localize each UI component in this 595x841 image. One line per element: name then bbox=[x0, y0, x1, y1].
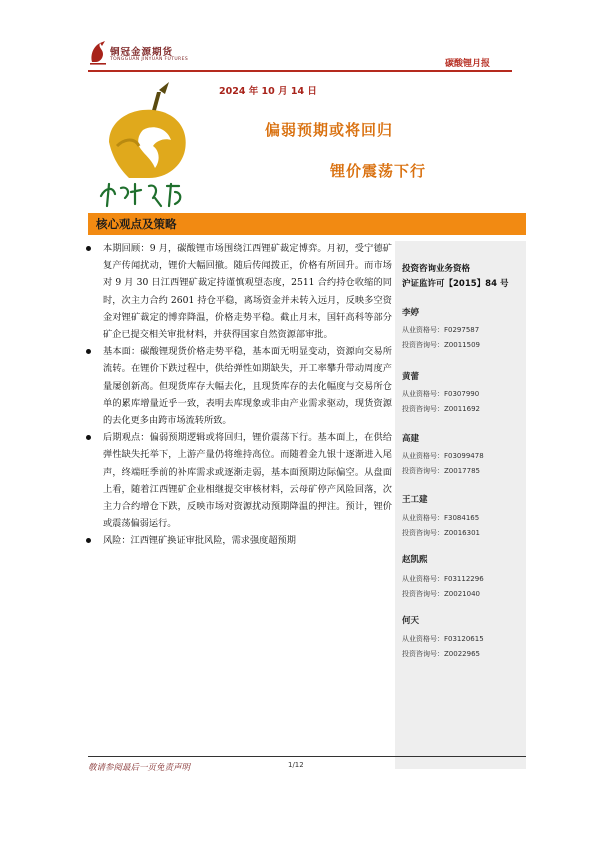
analyst-name: 黄蕾 bbox=[402, 372, 420, 382]
analyst-consult-no: 投资咨询号：Z0016301 bbox=[402, 529, 480, 537]
qualification-license: 沪证监许可【2015】84 号 bbox=[402, 279, 509, 289]
analyst-practice-no: 从业资格号：F03112296 bbox=[402, 575, 484, 583]
viewpoint-text: 风险：江西锂矿换证审批风险，需求强度超预期 bbox=[103, 535, 296, 547]
bullet-icon bbox=[86, 538, 91, 543]
analyst-practice-no: 从业资格号：F03099478 bbox=[402, 452, 484, 460]
analyst-name: 赵凯熙 bbox=[402, 555, 428, 565]
viewpoint-risk bbox=[84, 532, 392, 549]
analyst-practice-no: 从业资格号：F3084165 bbox=[402, 514, 480, 522]
analyst-consult-no: 投资咨询号：Z0017785 bbox=[402, 467, 480, 475]
analyst-name: 何天 bbox=[402, 616, 420, 626]
viewpoint-fundamentals bbox=[84, 343, 392, 429]
brand-logo-icon bbox=[88, 40, 108, 66]
footer-divider bbox=[88, 756, 526, 757]
analyst-consult-no: 投资咨询号：Z0022965 bbox=[402, 650, 480, 658]
page-number: 1/12 bbox=[288, 761, 304, 769]
analyst-consult-no: 投资咨询号：Z0021040 bbox=[402, 590, 480, 598]
qualification-title: 投资咨询业务资格 bbox=[402, 264, 471, 274]
report-type: 碳酸锂月报 bbox=[445, 59, 491, 69]
report-date: 2024 年 10 月 14 日 bbox=[219, 86, 317, 97]
analyst-name: 王工建 bbox=[402, 495, 428, 505]
bullet-icon bbox=[86, 246, 91, 251]
core-viewpoints bbox=[84, 240, 392, 550]
brand-name: 铜冠金源期货 bbox=[110, 47, 174, 58]
analyst-name: 高建 bbox=[402, 434, 420, 444]
analyst-sidebar bbox=[395, 241, 526, 769]
viewpoint-text: 本期回顾：9 月，碳酸锂市场围绕江西锂矿裁定博弈。月初，受宁德矿复产传闻扰动，锂价大幅回撤。随后传闻拨正，价格有所回升。而市场对 9 月 30 日江西锂矿裁定持谨慎观望态度，2511 合约持仓收缩的同时，次主力合约 2601 持仓平稳，离场资金并未转入远月，反映多空资金对锂矿裁定的博弈降温，价格走势平稳。截止月末，国轩高科等部分矿企已提交相关审批材料，并获得国家自然资源部审批。 bbox=[103, 243, 392, 341]
analyst-name: 李婷 bbox=[402, 308, 420, 318]
analyst-consult-no: 投资咨询号：Z0011509 bbox=[402, 341, 480, 349]
viewpoint-text: 后期观点：偏弱预期逻辑或将回归，锂价震荡下行。基本面上，在供给弹性缺失托举下，上游产量仍将维持高位。而随着金九银十逐渐进入尾声，终端旺季前的补库需求或逐渐走弱，基本面预期边际偏空。从盘面上看，随着江西锂矿企业相继提交审核材料，云母矿停产风险回落，次主力合约增仓下跌，反映市场对资源扰动预期降温的押注。预计，锂价或震荡偏弱运行。 bbox=[103, 432, 392, 530]
viewpoint-text: 基本面：碳酸锂现货价格走势平稳，基本面无明显变动，资源向交易所流转。在锂价下跌过程中，供给弹性如期缺失，开工率攀升带动周度产量屡创新高。但现货库存大幅去化，且现货库存的去化幅度与交易所仓单的累库增量近乎一致，表明去库现象或非由产业需求驱动，现货资源的去化更多由跨市场流转所致。 bbox=[103, 346, 392, 427]
report-title: 偏弱预期或将回归 bbox=[265, 121, 394, 139]
viewpoint-review bbox=[84, 240, 392, 343]
company-emblem-icon bbox=[95, 80, 205, 210]
analyst-consult-no: 投资咨询号：Z0011692 bbox=[402, 405, 480, 413]
viewpoint-outlook bbox=[84, 429, 392, 532]
report-subtitle: 锂价震荡下行 bbox=[330, 162, 427, 180]
bullet-icon bbox=[86, 435, 91, 440]
analyst-practice-no: 从业资格号：F03120615 bbox=[402, 635, 484, 643]
bullet-icon bbox=[86, 349, 91, 354]
analyst-practice-no: 从业资格号：F0307990 bbox=[402, 390, 480, 398]
disclaimer-note: 敬请参阅最后一页免责声明 bbox=[88, 763, 191, 773]
brand-name-english: TONGGUAN JINYUAN FUTURES bbox=[110, 57, 189, 62]
header-divider bbox=[88, 70, 512, 72]
analyst-practice-no: 从业资格号：F0297587 bbox=[402, 326, 480, 334]
section-title: 核心观点及策略 bbox=[96, 217, 177, 231]
